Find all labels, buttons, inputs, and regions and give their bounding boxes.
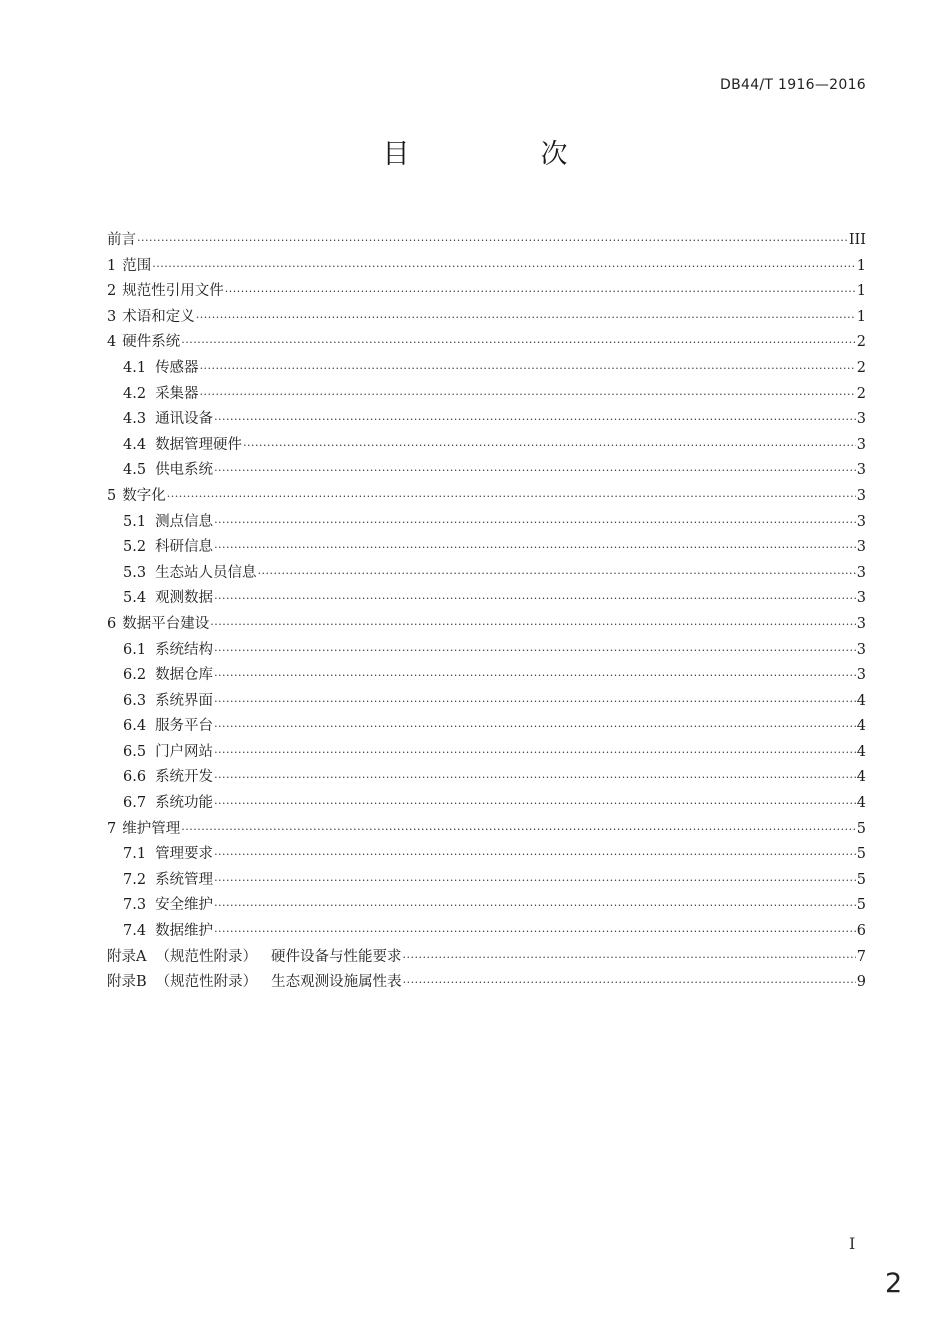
toc-entry[interactable] bbox=[107, 561, 866, 587]
dot-leader bbox=[214, 893, 856, 919]
toc-entry-page: 3 bbox=[856, 641, 866, 658]
dot-leader bbox=[167, 484, 856, 510]
toc-entry[interactable] bbox=[107, 689, 866, 715]
toc-entry-label: 生态站人员信息 bbox=[155, 564, 257, 581]
toc-entry-label: 管理要求 bbox=[155, 846, 214, 863]
dot-leader bbox=[214, 535, 856, 561]
dot-leader bbox=[181, 330, 856, 356]
toc-entry-label: 门户网站 bbox=[155, 743, 214, 760]
toc-entry-number: 7 bbox=[107, 820, 117, 837]
toc-entry-page: 5 bbox=[856, 871, 866, 888]
toc-entry-number: 4.1 bbox=[123, 359, 147, 376]
toc-entry-label: 数字化 bbox=[122, 487, 166, 504]
sheet-number: 2 bbox=[885, 1268, 903, 1299]
dot-leader bbox=[152, 254, 856, 280]
toc-entry-number: 7.4 bbox=[123, 923, 147, 940]
toc-entry-annex-type: （规范性附录） bbox=[155, 974, 258, 991]
toc-entry[interactable] bbox=[107, 791, 866, 817]
toc-entry-number: 5.3 bbox=[123, 564, 147, 581]
toc-entry-label: 数据管理硬件 bbox=[155, 436, 243, 453]
toc-entry[interactable] bbox=[107, 842, 866, 868]
toc-entry-page: 4 bbox=[856, 795, 866, 812]
dot-leader bbox=[243, 433, 856, 459]
toc-entry-label: 观测数据 bbox=[155, 590, 214, 607]
toc-entry-page: 5 bbox=[856, 846, 866, 863]
dot-leader bbox=[402, 945, 855, 971]
toc-entry-label: 系统管理 bbox=[155, 871, 214, 888]
toc-entry-number: 6.3 bbox=[123, 692, 147, 709]
toc-entry-page: 3 bbox=[856, 487, 866, 504]
toc-entry[interactable] bbox=[107, 893, 866, 919]
toc-entry-label: 数据平台建设 bbox=[122, 615, 210, 632]
toc-entry-number: 6.1 bbox=[123, 641, 147, 658]
toc-entry-page: 6 bbox=[856, 923, 866, 940]
toc-entry[interactable] bbox=[107, 382, 866, 408]
toc-entry-page: 5 bbox=[856, 897, 866, 914]
dot-leader bbox=[214, 663, 856, 689]
toc-entry-label: 服务平台 bbox=[155, 718, 214, 735]
toc-entry-page: 1 bbox=[856, 257, 866, 274]
toc-entry[interactable] bbox=[107, 356, 866, 382]
toc-entry-number: 5.1 bbox=[123, 513, 147, 530]
dot-leader bbox=[214, 689, 856, 715]
toc-entry[interactable] bbox=[107, 945, 866, 971]
toc-entry-number: 5 bbox=[107, 487, 117, 504]
dot-leader bbox=[258, 561, 856, 587]
toc-entry-page: 3 bbox=[856, 615, 866, 632]
toc-entry-number: 6 bbox=[107, 615, 117, 632]
toc-entry-label: 系统开发 bbox=[155, 769, 214, 786]
toc-entry-label: 生态观测设施属性表 bbox=[271, 974, 402, 991]
toc-entry-label: 术语和定义 bbox=[122, 308, 195, 325]
toc-entry[interactable] bbox=[107, 484, 866, 510]
dot-leader bbox=[214, 791, 856, 817]
toc-entry-page: 4 bbox=[856, 743, 866, 760]
toc-entry-label: 硬件设备与性能要求 bbox=[270, 948, 402, 965]
toc-entry-page: 3 bbox=[856, 590, 866, 607]
toc-entry[interactable] bbox=[107, 663, 866, 689]
dot-leader bbox=[200, 382, 856, 408]
dot-leader bbox=[214, 458, 856, 484]
page-folio: I bbox=[849, 1234, 856, 1253]
toc-entry-page: 2 bbox=[856, 359, 866, 376]
toc-entry-page: 3 bbox=[856, 411, 866, 428]
toc-entry-page: 4 bbox=[856, 769, 866, 786]
toc-entry-number: 7.2 bbox=[123, 871, 147, 888]
toc-entry-number: 2 bbox=[107, 283, 117, 300]
dot-leader bbox=[210, 612, 856, 638]
toc-entry-page: 3 bbox=[856, 539, 866, 556]
toc-entry-number: 7.1 bbox=[123, 846, 147, 863]
toc-entry-label: 数据仓库 bbox=[155, 667, 214, 684]
dot-leader bbox=[214, 714, 856, 740]
toc-entry[interactable] bbox=[107, 510, 866, 536]
toc-entry-page: 2 bbox=[856, 385, 866, 402]
toc-entry-number: 4 bbox=[107, 334, 117, 351]
dot-leader bbox=[214, 842, 856, 868]
toc-entry-page: 1 bbox=[856, 283, 866, 300]
toc-entry-page: 3 bbox=[856, 436, 866, 453]
toc-entry[interactable] bbox=[107, 330, 866, 356]
toc-entry-page: 3 bbox=[856, 667, 866, 684]
toc-entry[interactable] bbox=[107, 279, 866, 305]
toc-entry[interactable] bbox=[107, 765, 866, 791]
toc-entry-number: 4.2 bbox=[123, 385, 147, 402]
toc-entry-label: 范围 bbox=[122, 257, 152, 274]
toc-entry-number: 7.3 bbox=[123, 897, 147, 914]
toc-entry-number: 6.2 bbox=[123, 667, 147, 684]
toc-entry-page: 3 bbox=[856, 462, 866, 479]
toc-entry-number: 1 bbox=[107, 257, 117, 274]
toc-entry-page: 2 bbox=[856, 334, 866, 351]
toc-entry-number: 5.4 bbox=[123, 590, 147, 607]
toc-entry[interactable] bbox=[107, 740, 866, 766]
dot-leader bbox=[137, 228, 848, 254]
toc-entry[interactable] bbox=[107, 919, 866, 945]
toc-entry-page: III bbox=[848, 232, 866, 248]
toc-entry-number: 6.6 bbox=[123, 769, 147, 786]
dot-leader bbox=[214, 740, 856, 766]
toc-entry-number: 4.5 bbox=[123, 462, 147, 479]
dot-leader bbox=[214, 919, 856, 945]
toc-entry[interactable] bbox=[107, 868, 866, 894]
toc-entry-label: 采集器 bbox=[155, 385, 199, 402]
toc-entry-label: 通讯设备 bbox=[155, 411, 214, 428]
dot-leader bbox=[181, 817, 856, 843]
dot-leader bbox=[403, 970, 856, 996]
toc-entry-label: 系统界面 bbox=[155, 692, 214, 709]
toc-entry[interactable] bbox=[107, 458, 866, 484]
toc-entry-page: 5 bbox=[856, 820, 866, 837]
toc-entry-page: 1 bbox=[856, 308, 866, 325]
toc-entry-number: 6.4 bbox=[123, 718, 147, 735]
toc-entry[interactable] bbox=[107, 433, 866, 459]
toc-entry-number: 5.2 bbox=[123, 539, 147, 556]
dot-leader bbox=[214, 586, 856, 612]
toc-entry-number: 3 bbox=[107, 308, 117, 325]
dot-leader bbox=[196, 305, 856, 331]
toc-entry-label: 系统结构 bbox=[155, 641, 214, 658]
dot-leader bbox=[214, 868, 856, 894]
toc-entry-page: 3 bbox=[856, 564, 866, 581]
toc-entry-number: 4.4 bbox=[123, 436, 147, 453]
toc-entry-number: 6.5 bbox=[123, 743, 147, 760]
toc-entry-label: 规范性引用文件 bbox=[122, 283, 224, 300]
toc-entry[interactable] bbox=[107, 535, 866, 561]
dot-leader bbox=[200, 356, 856, 382]
toc-entry-page: 4 bbox=[856, 718, 866, 735]
toc-entry[interactable] bbox=[107, 228, 866, 254]
toc-entry-label: 硬件系统 bbox=[122, 334, 181, 351]
table-of-contents bbox=[107, 228, 866, 996]
toc-entry[interactable] bbox=[107, 254, 866, 280]
toc-entry-page: 3 bbox=[856, 513, 866, 530]
toc-entry[interactable] bbox=[107, 970, 866, 996]
toc-entry[interactable] bbox=[107, 638, 866, 664]
toc-entry-page: 4 bbox=[856, 692, 866, 709]
dot-leader bbox=[214, 407, 856, 433]
toc-entry-label: 供电系统 bbox=[155, 462, 214, 479]
dot-leader bbox=[214, 510, 856, 536]
toc-entry[interactable] bbox=[107, 612, 866, 638]
toc-entry-number: 4.3 bbox=[123, 411, 147, 428]
dot-leader bbox=[225, 279, 856, 305]
toc-entry[interactable] bbox=[107, 817, 866, 843]
toc-entry-label: 前言 bbox=[107, 232, 136, 248]
toc-entry-label: 科研信息 bbox=[155, 539, 214, 556]
toc-entry[interactable] bbox=[107, 714, 866, 740]
toc-entry[interactable] bbox=[107, 407, 866, 433]
toc-entry[interactable] bbox=[107, 586, 866, 612]
toc-entry-number: 附录B bbox=[107, 974, 147, 991]
toc-entry-page: 9 bbox=[856, 974, 866, 991]
toc-entry-number: 6.7 bbox=[123, 795, 147, 812]
toc-entry-label: 数据维护 bbox=[155, 923, 214, 940]
toc-entry-label: 传感器 bbox=[155, 359, 199, 376]
toc-entry-label: 测点信息 bbox=[155, 513, 214, 530]
toc-entry-annex-type: （规范性附录） bbox=[155, 948, 257, 965]
standard-code: DB44/T 1916—2016 bbox=[720, 77, 866, 93]
toc-entry-number: 附录A bbox=[107, 948, 147, 965]
toc-entry-page: 7 bbox=[856, 948, 866, 965]
toc-entry[interactable] bbox=[107, 305, 866, 331]
dot-leader bbox=[214, 765, 856, 791]
page-title: 目 次 bbox=[382, 139, 620, 170]
toc-entry-label: 安全维护 bbox=[155, 897, 214, 914]
dot-leader bbox=[214, 638, 856, 664]
toc-entry-label: 维护管理 bbox=[122, 820, 181, 837]
toc-entry-label: 系统功能 bbox=[155, 795, 214, 812]
